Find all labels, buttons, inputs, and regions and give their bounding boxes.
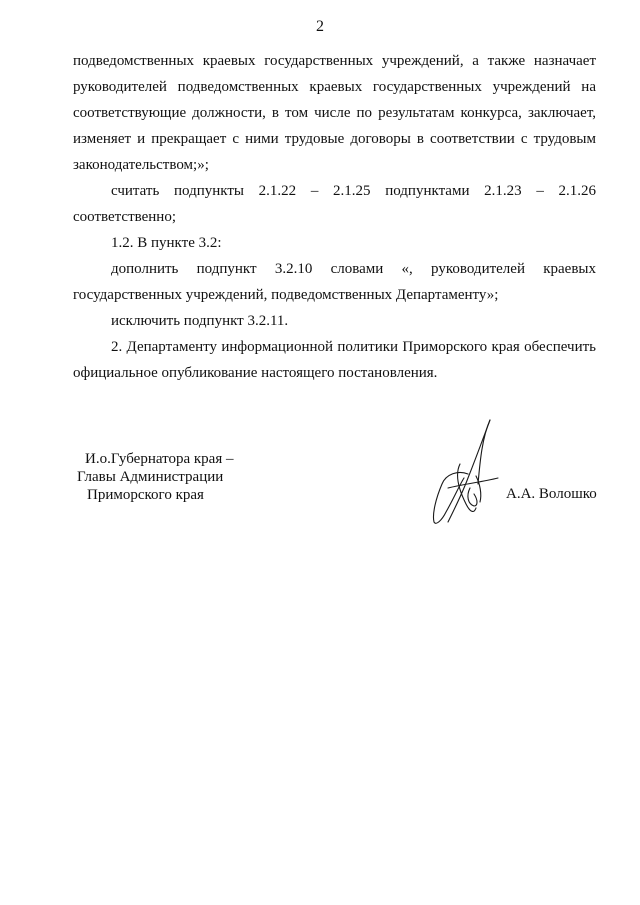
paragraph-add-words: дополнить подпункт 3.2.10 словами «, руководителей краевых государственных учреждений, подведомственных Департаменту»; xyxy=(73,261,596,303)
signer-name: А.А. Волошко xyxy=(506,486,597,502)
signatory-position-line-3: Приморского края xyxy=(87,487,204,503)
signatory-position-line-1: И.о.Губернатора края – xyxy=(85,451,234,467)
document-body xyxy=(73,48,596,386)
paragraph-clause-2: 2. Департаменту информационной политики Приморского края обеспечить официальное опубликование настоящего постановления. xyxy=(73,339,596,381)
signatory-position-line-2: Главы Администрации xyxy=(77,469,224,485)
signatory-position xyxy=(74,450,233,504)
handwritten-signature xyxy=(424,418,504,530)
paragraph-continuation: подведомственных краевых государственных учреждений, а также назначает руководителей подведомственных краевых государственных учреждений на соответствующие должности, в том числе по результатам конкурса, заключает, изменяет и прекращает с ними трудовые договоры в соответствии с трудовым законодательством;»; xyxy=(73,53,596,173)
page-number: 2 xyxy=(316,18,324,35)
paragraph-exclude: исключить подпункт 3.2.11. xyxy=(111,313,289,329)
paragraph-clause-1-2: 1.2. В пункте 3.2: xyxy=(111,235,222,251)
paragraph-renumber: считать подпункты 2.1.22 – 2.1.25 подпунктами 2.1.23 – 2.1.26 соответственно; xyxy=(73,183,596,225)
